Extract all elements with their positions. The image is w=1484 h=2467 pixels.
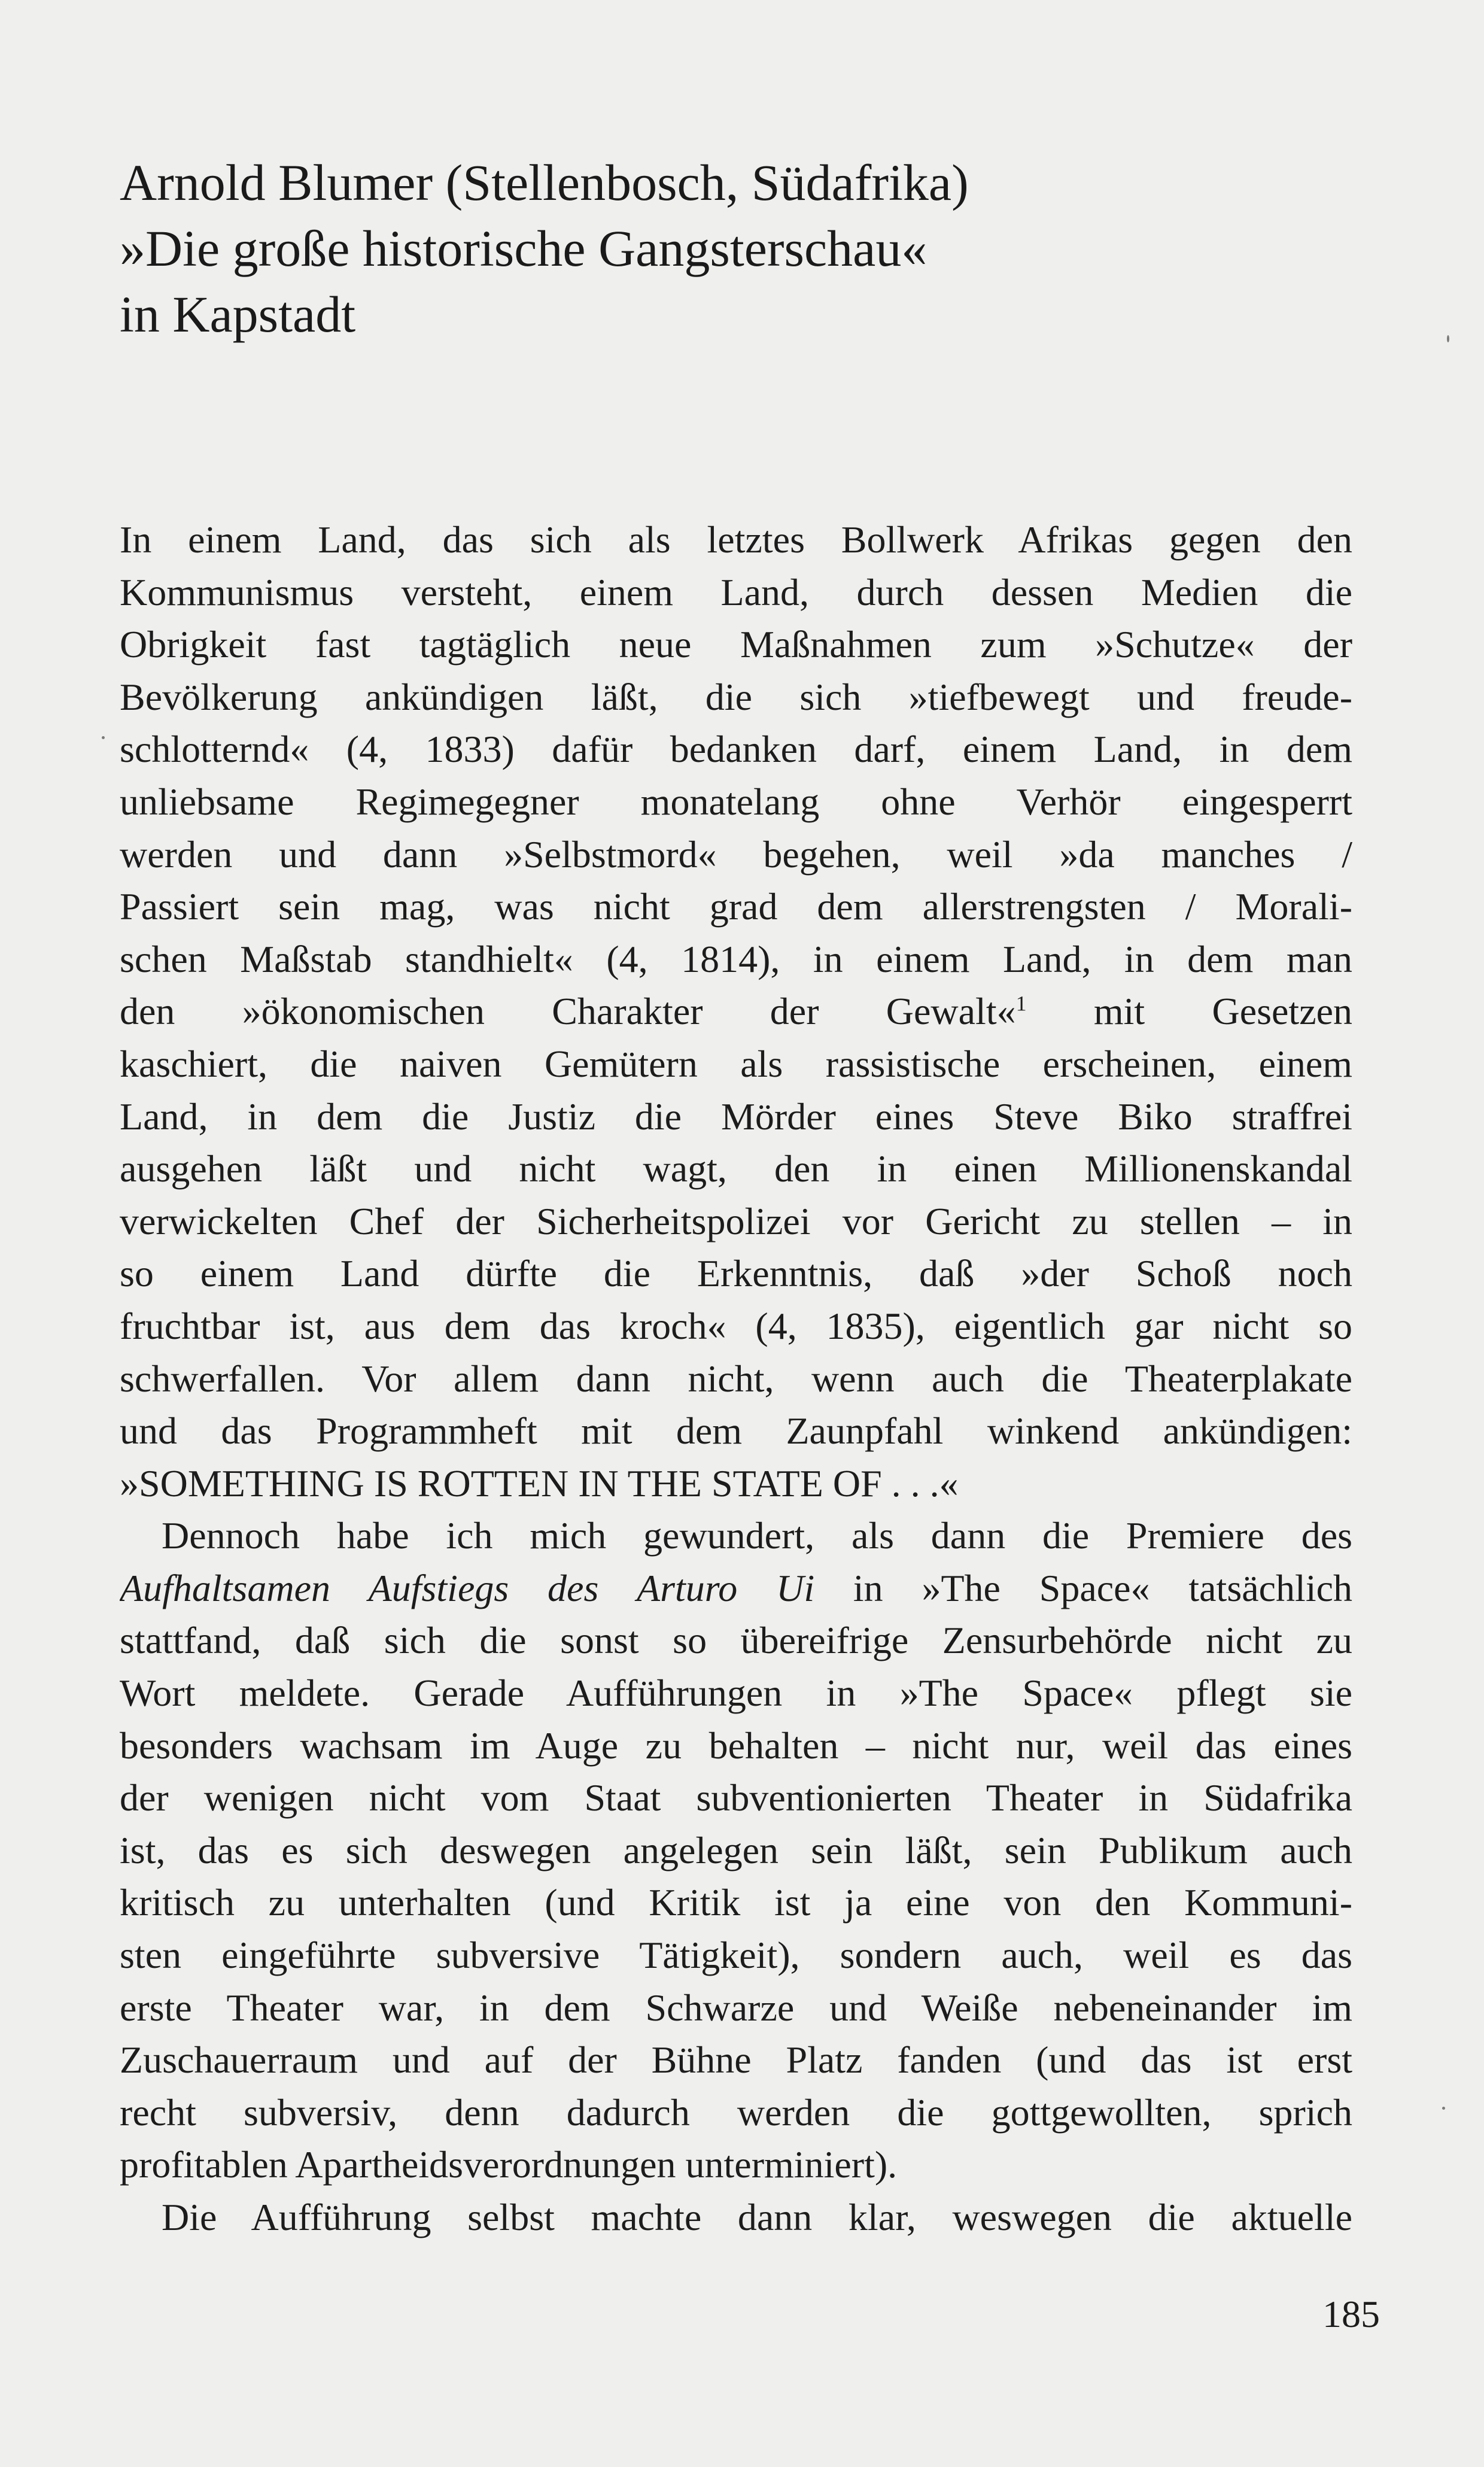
text-line-paragraph-start: Die Aufführung selbst machte dann klar, weswegen die aktuelle bbox=[162, 2196, 1352, 2238]
chapter-title bbox=[120, 150, 1376, 347]
text-line: »SOMETHING IS ROTTEN IN THE STATE OF . . .« bbox=[120, 1462, 959, 1505]
text-line: unliebsame Regimegegner monatelang ohne Verhör eingesperrt bbox=[120, 780, 1352, 823]
text-line: kritisch zu unterhalten (und Kritik ist ja eine von den Kommuni- bbox=[120, 1881, 1352, 1924]
text-line: Kommunismus versteht, einem Land, durch dessen Medien die bbox=[120, 570, 1352, 613]
text-line: Land, in dem die Justiz die Mörder eines Steve Biko straffrei bbox=[120, 1095, 1352, 1138]
text-line: In einem Land, das sich als letztes Bollwerk Afrikas gegen den bbox=[120, 518, 1352, 561]
text-line: so einem Land dürfte die Erkenntnis, daß »der Schoß noch bbox=[120, 1252, 1352, 1295]
text-line: erste Theater war, in dem Schwarze und Weiße nebeneinander im bbox=[120, 1986, 1352, 2029]
text-line: recht subversiv, denn dadurch werden die gottgewollten, sprich bbox=[120, 2091, 1352, 2134]
text-line: schwerfallen. Vor allem dann nicht, wenn auch die Theaterplakate bbox=[120, 1357, 1352, 1400]
italic-play-title: Aufhaltsamen Aufstiegs des Arturo Ui bbox=[120, 1566, 815, 1609]
text-line: Passiert sein mag, was nicht grad dem allerstrengsten / Morali- bbox=[120, 885, 1352, 928]
text-segment: den »ökonomischen Charakter der Gewalt« bbox=[120, 990, 1016, 1033]
paper-speck bbox=[1442, 2107, 1445, 2110]
text-line: profitablen Apartheidsverordnungen unterminiert). bbox=[120, 2143, 898, 2186]
text-line: schlotternd« (4, 1833) dafür bedanken darf, einem Land, in dem bbox=[120, 728, 1352, 771]
text-line: werden und dann »Selbstmord« begehen, weil »da manches / bbox=[120, 833, 1352, 876]
body-text bbox=[120, 514, 1352, 2244]
text-line: Zuschauerraum und auf der Bühne Platz fanden (und das ist erst bbox=[120, 2038, 1352, 2082]
title-line-3: in Kapstadt bbox=[120, 285, 356, 343]
text-line: sten eingeführte subversive Tätigkeit), sondern auch, weil es das bbox=[120, 1934, 1352, 1977]
text-line: schen Maßstab standhielt« (4, 1814), in einem Land, in dem man bbox=[120, 937, 1352, 980]
text-line-with-italic bbox=[120, 1562, 1352, 1615]
page-number: 185 bbox=[1322, 2293, 1380, 2335]
paper-speck bbox=[102, 736, 105, 739]
title-line-2: »Die große historische Gangsterschau« bbox=[120, 220, 928, 277]
text-segment: in »The Space« tatsächlich bbox=[853, 1566, 1352, 1609]
text-line: verwickelten Chef der Sicherheitspolizei vor Gericht zu stellen – in bbox=[120, 1199, 1352, 1242]
text-line: fruchtbar ist, aus dem das kroch« (4, 1835), eigentlich gar nicht so bbox=[120, 1304, 1352, 1347]
text-line: stattfand, daß sich die sonst so übereifrige Zensurbehörde nicht zu bbox=[120, 1619, 1352, 1662]
text-line: der wenigen nicht vom Staat subventionierten Theater in Südafrika bbox=[120, 1776, 1352, 1819]
paper-speck bbox=[1447, 335, 1449, 342]
title-line-1: Arnold Blumer (Stellenbosch, Südafrika) bbox=[120, 154, 969, 211]
text-segment: mit Gesetzen bbox=[1093, 990, 1352, 1033]
text-line: ausgehen läßt und nicht wagt, den in einen Millionenskandal bbox=[120, 1147, 1352, 1190]
text-line: Obrigkeit fast tagtäglich neue Maßnahmen zum »Schutze« der bbox=[120, 623, 1352, 666]
text-line-with-footnote bbox=[120, 985, 1352, 1038]
footnote-mark: 1 bbox=[1015, 992, 1027, 1016]
text-line: Wort meldete. Gerade Aufführungen in »The Space« pflegt sie bbox=[120, 1672, 1352, 1715]
text-line: und das Programmheft mit dem Zaunpfahl winkend ankündigen: bbox=[120, 1409, 1352, 1453]
text-line: Bevölkerung ankündigen läßt, die sich »tiefbewegt und freude- bbox=[120, 675, 1352, 718]
text-line: ist, das es sich deswegen angelegen sein läßt, sein Publikum auch bbox=[120, 1828, 1352, 1871]
text-line: besonders wachsam im Auge zu behalten – nicht nur, weil das eines bbox=[120, 1724, 1352, 1767]
text-line: kaschiert, die naiven Gemütern als rassistische erscheinen, einem bbox=[120, 1042, 1352, 1085]
text-line-paragraph-start: Dennoch habe ich mich gewundert, als dann die Premiere des bbox=[162, 1514, 1352, 1557]
